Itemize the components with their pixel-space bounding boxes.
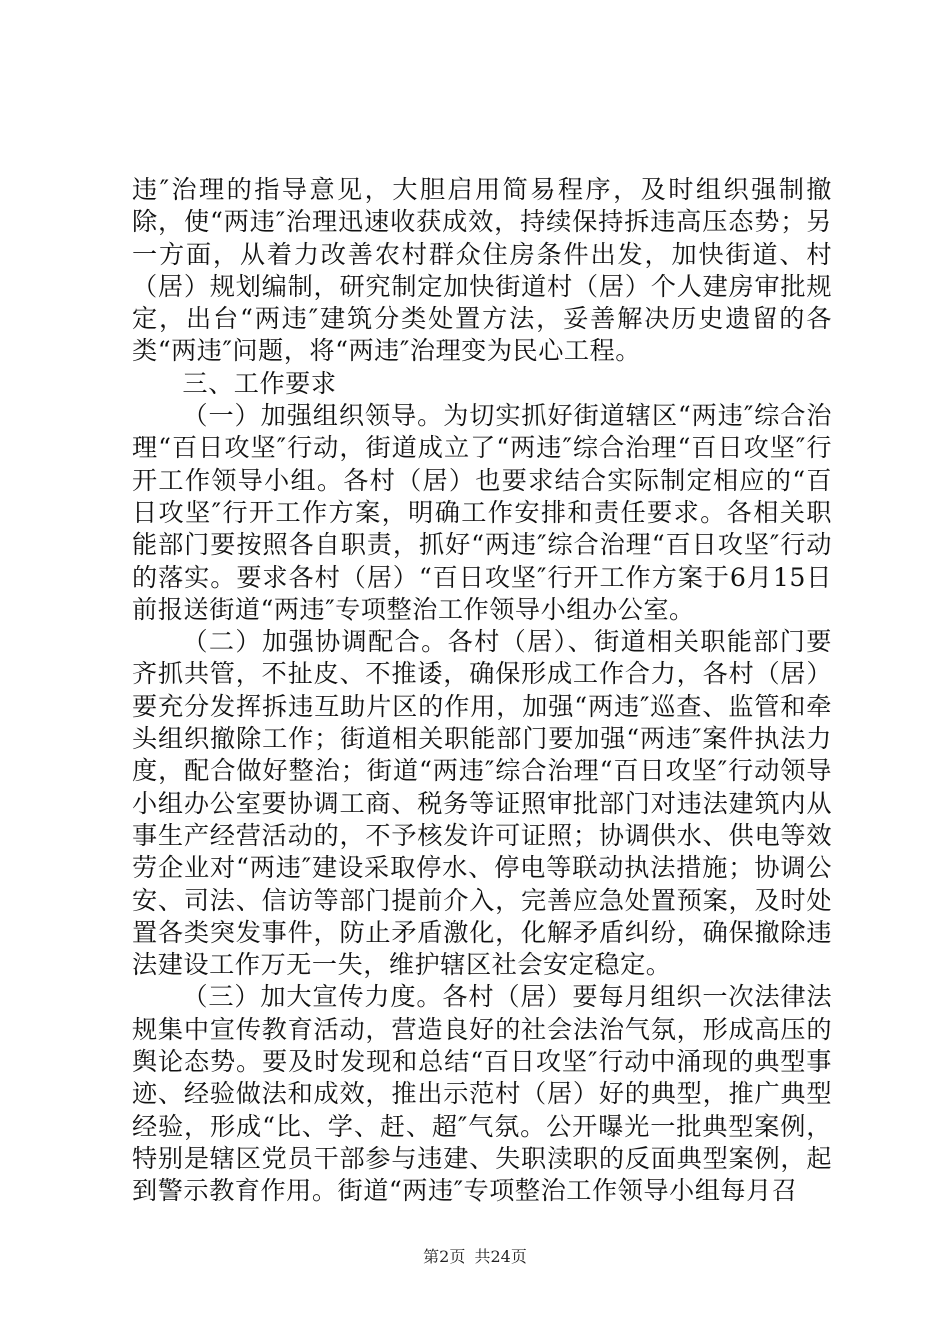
paragraph-publicity: （三）加大宣传力度。各村（居）要每月组织一次法律法规集中宣传教育活动，营造良好的社会法治气氛，形成高压的舆论态势。要及时发现和总结“百日攻坚″行动中涌现的典型事迹、经验做法和成效，推出示范村（居）好的典型，推广典型经验，形成“比、学、赶、超″气氛。公开曝光一批典型案例，特别是辖区党员干部参与违建、失职渎职的反面典型案例，起到警示教育作用。街道“两违″专项整治工作领导小组每月召 [132,982,832,1206]
page-footer [0,1244,950,1267]
page-number: 第2页 [423,1247,466,1266]
total-pages: 共24页 [474,1247,527,1266]
paragraph-coordination: （二）加强协调配合。各村（居）、街道相关职能部门要齐抓共管，不扯皮、不推诿，确保形成工作合力，各村（居）要充分发挥拆违互助片区的作用，加强“两违″巡查、监管和牵头组织撤除工作；街道相关职能部门要加强“两违″案件执法力度，配合做好整治；街道“两违″综合治理“百日攻坚″行动领导小组办公室要协调工商、税务等证照审批部门对违法建筑内从事生产经营活动的，不予核发许可证照；协调供水、供电等效劳企业对“两违″建设采取停水、停电等联动执法措施；协调公安、司法、信访等部门提前介入，完善应急处置预案，及时处置各类突发事件，防止矛盾激化，化解矛盾纠纷，确保撤除违法建设工作万无一失，维护辖区社会安定稳定。 [132,627,832,980]
section-heading-work-requirements: 三、工作要求 [182,368,337,398]
paragraph-organization-leadership: （一）加强组织领导。为切实抓好街道辖区“两违″综合治理“百日攻坚″行动，街道成立了“两违″综合治理“百日攻坚″行开工作领导小组。各村（居）也要求结合实际制定相应的“百日攻坚″行开工作方案，明确工作安排和责任要求。各相关职能部门要按照各自职责，抓好“两违″综合治理“百日攻坚″行动的落实。要求各村（居）“百日攻坚″行开工作方案于6月15日前报送街道“两违″专项整治工作领导小组办公室。 [132,401,832,624]
document-body [132,174,832,1208]
paragraph-continuation: 违″治理的指导意见，大胆启用简易程序，及时组织强制撤除，使“两违″治理迅速收获成效，持续保持拆违高压态势；另一方面，从着力改善农村群众住房条件出发，加快街道、村（居）规划编制，研究制定加快街道村（居）个人建房审批规定，出台“两违″建筑分类处置方法，妥善解决历史遗留的各类“两违″问题，将“两违″治理变为民心工程。 [132,175,832,366]
